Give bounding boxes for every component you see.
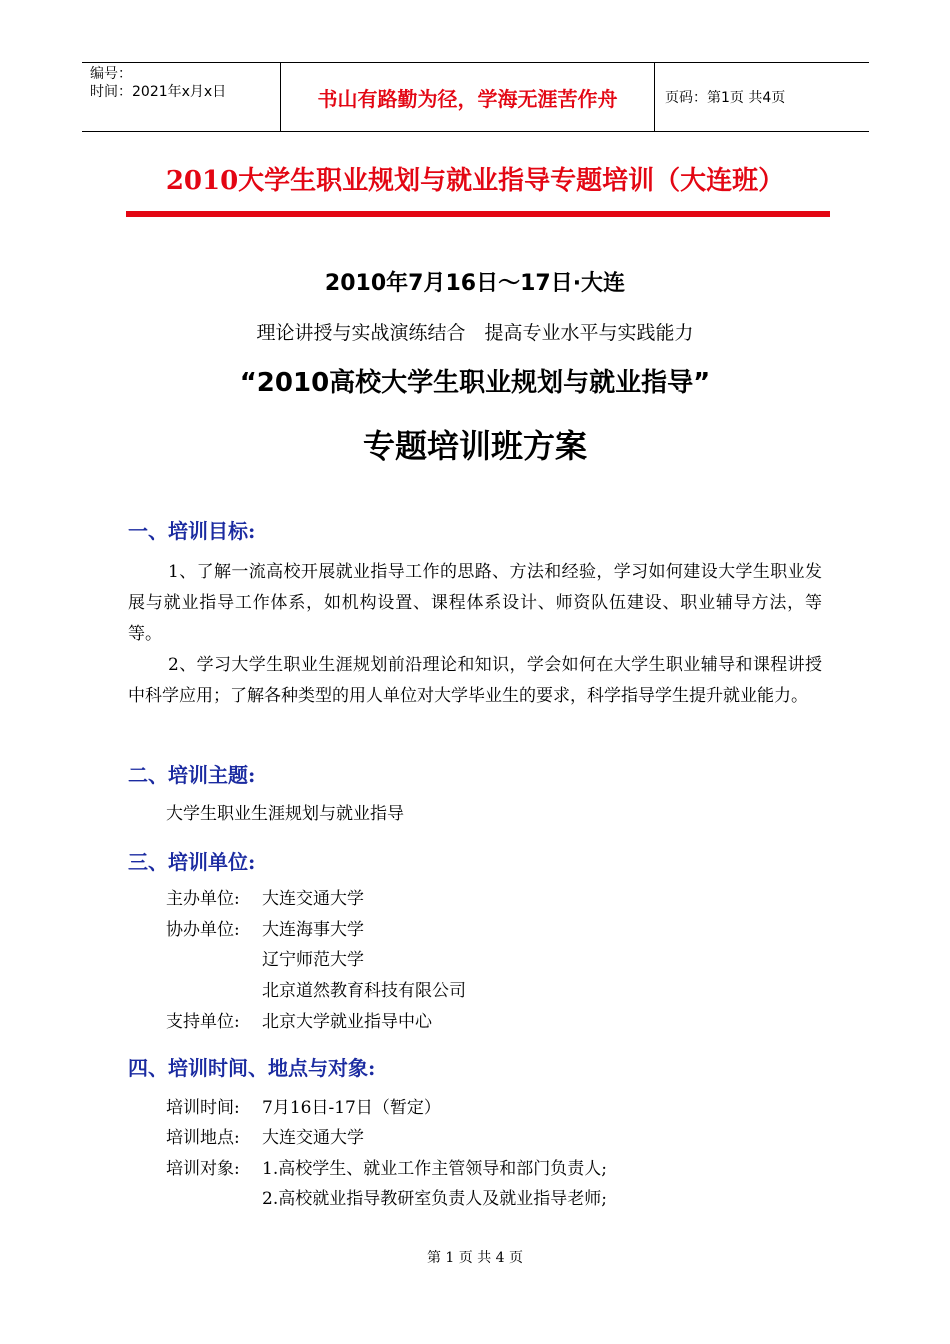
co-value-1: 大连海事大学 [262,920,364,940]
target-label: 培训对象: [166,1159,240,1179]
co-value-3: 北京道然教育科技有限公司 [262,981,466,1001]
host-value: 大连交通大学 [262,889,364,909]
goals-paragraph-1-text: 1、了解一流高校开展就业指导工作的思路、方法和经验，学习如何建设大学生职业发展与就业指导工作体系，如机构设置、课程体系设计、师资队伍建设、职业辅导方法，等等。 [128,562,822,644]
page-code: 页码：第1页 共4页 [665,90,786,106]
motto: 书山有路勤为径，学海无涯苦作舟 [281,63,655,131]
goals-paragraph-2 [128,650,822,712]
time-value: 7月16日-17日（暂定） [262,1098,441,1118]
place-label: 培训地点: [166,1128,240,1148]
target-value-1: 1.高校学生、就业工作主管领导和部门负责人; [262,1159,607,1179]
host-label: 主办单位: [166,889,240,909]
section-heading-time-place: 四、培训时间、地点与对象: [128,1056,376,1080]
support-label: 支持单位: [166,1012,240,1032]
program-title: “2010高校大学生职业规划与就业指导” [239,368,711,398]
number-label: 编号： [90,66,132,82]
date-line: 2010年7月16日～17日·大连 [324,271,626,296]
goals-paragraph-1 [128,557,822,650]
time-label: 时间：2021年x月x日 [90,84,227,100]
slogan: 理论讲授与实战演练结合 提高专业水平与实践能力 [256,322,694,344]
header-info-cell [82,63,281,131]
support-value: 北京大学就业指导中心 [262,1012,432,1032]
section-heading-goals: 一、培训目标: [128,519,256,543]
title-underline [126,211,830,217]
header-table [82,62,869,132]
time-label-row: 培训时间: [166,1098,240,1118]
goals-paragraph-2-text: 2、学习大学生职业生涯规划前沿理论和知识，学会如何在大学生职业辅导和课程讲授中科学应用；了解各种类型的用人单位对大学毕业生的要求，科学指导学生提升就业能力。 [128,655,822,706]
page-footer: 第 1 页 共 4 页 [426,1250,524,1266]
co-value-2: 辽宁师范大学 [262,950,364,970]
section-heading-theme: 二、培训主题: [128,763,256,787]
section-heading-units: 三、培训单位: [128,850,256,874]
place-value: 大连交通大学 [262,1128,364,1148]
co-label: 协办单位: [166,920,240,940]
theme-text: 大学生职业生涯规划与就业指导 [166,804,404,824]
main-title: 2010大学生职业规划与就业指导专题培训（大连班） [165,166,785,196]
program-subtitle: 专题培训班方案 [362,427,587,465]
target-value-2: 2.高校就业指导教研室负责人及就业指导老师; [262,1189,607,1209]
